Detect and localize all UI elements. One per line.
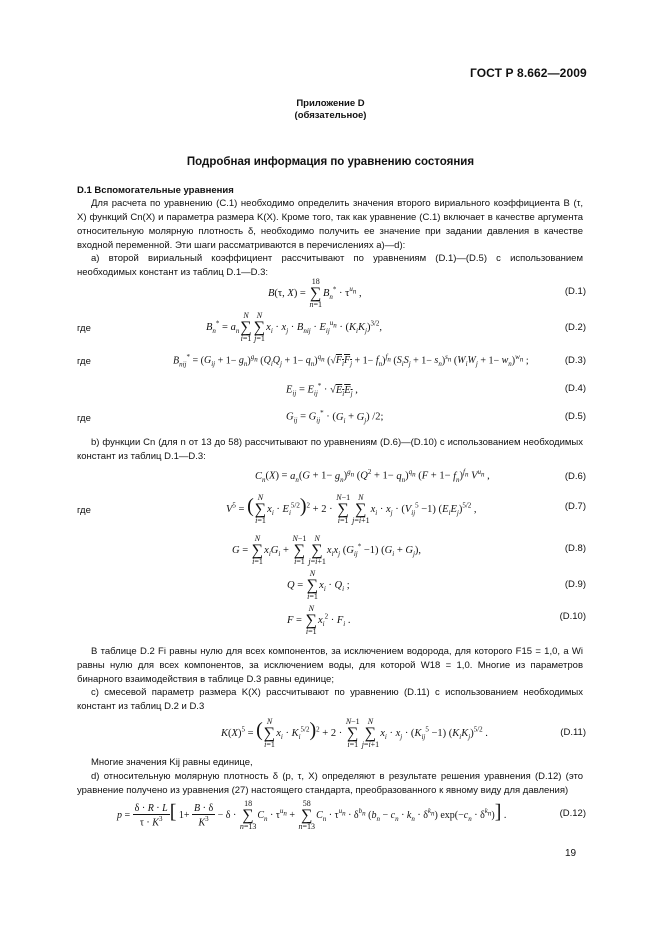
equation-d10: F = N ∑ $i=1x_i^2 \cdot F_i$ . — [287, 604, 351, 636]
equation-number: (D.7) — [564, 501, 586, 512]
equation-number: (D.5) — [564, 411, 586, 422]
item-b: b) функции Cn (для n от 13 до 58) рассчитывают по уравнениям (D.6)—(D.10) с использованием необходимых констант из таблиц D.1—D.3: — [77, 437, 583, 462]
equation-d6: $C_n(X) = a_n(G + 1- g_n)^{g_n}$ $(Q^2 + 1- q_n)^{q_n}$ $(F + 1- f_n)^{f_n}$ $V^{u_n}$ , — [255, 468, 490, 484]
appendix-title: Приложение D — [296, 98, 365, 109]
equation-d4: $E_{ij} = E_{ij}^* \cdot √E_iE_j$ , — [286, 382, 358, 398]
equation-d3: $B_{nij}^* = (G_{ij} + 1- g_n)^{g_n}$ $(Q_iQ_j + 1- q_n)^{q_n}$ $(√F_iF_j + 1- f_n)^{f_n}$ $(S_iS_j + 1- s_n)^{s_n}$ $(W_iW_j + 1- w_n)^{w_n}$ ; — [173, 353, 529, 369]
table-note: В таблице D.2 Fi равны нулю для всех компонентов, за исключением водорода, для которого F15 = 1,0, а Wi равны нулю для всех компонентов, за исключением воды, для которой W18 = 1,0. Многие из параметров бинарного взаимодействия в таблице D.3 равны единице; — [77, 646, 583, 685]
equation-d1: B(τ, X) = 18 ∑ $n=1B_n^* \cdot \tau^{u_n}$ , — [268, 277, 362, 309]
where-label: где — [77, 323, 91, 334]
document-id: ГОСТ Р 8.662—2009 — [470, 66, 587, 80]
item-d: d) относительную молярную плотность δ (р, τ, X) определяют в результате решения уравнения (D.12) (это уравнение получено из уравнения (27) настоящего стандарта, преобразованного к явному виду для давления) — [77, 771, 583, 796]
main-title: Подробная информация по уравнению состояния — [186, 156, 475, 168]
equation-number: (D.1) — [564, 286, 586, 297]
equation-d8: G = N ∑ $i=1x_iG_i + N-1$ ∑ i=1N ∑ $j=i+1x_ix_j$ $(G_{ij}^* -1) (G_i + G_j)$, — [232, 534, 422, 566]
item-a: а) второй вириальный коэффициент рассчитывают по уравнениям (D.1)—(D.5) с использованием необходимых констант из таблиц D.1—D.3: — [77, 253, 583, 278]
item-c: с) смесевой параметр размера K(X) рассчитывают по уравнению (D.11) с использованием необходимых констант из таблиц D.2 и D.3 — [77, 687, 583, 712]
kij-note: Многие значения Kij равны единице, — [91, 757, 253, 768]
intro-paragraph: Для расчета по уравнению (C.1) необходимо определить значения второго вириального коэффициента B (τ, X) функций Cn(X) и параметра размера K(X). Кроме того, так как уравнение (C.1) включает в качестве аргумента относительную молярную плотность δ, необходимо получить ее значение при задании давления в качестве входной переменной. Эти шаги рассматриваются в перечислениях а)—d): — [77, 198, 583, 251]
equation-number: (D.4) — [564, 383, 586, 394]
equation-number: (D.2) — [564, 322, 586, 333]
appendix-subtitle: (обязательное) — [294, 110, 367, 121]
section-heading: D.1 Вспомогательные уравнения — [77, 185, 234, 196]
equation-number: (D.9) — [564, 579, 586, 590]
equation-d7: $V^5$ = ( N ∑ $i=1x_i \cdot E_i^{5/2})^2 + 2 \cdot N-1$ ∑ i=1N ∑ $j=i+1x_i \cdot x_j \cdot (V_{ij}^5 -1)$ $(E_iE_j)^{5/2}$ , — [226, 493, 477, 525]
equation-d2: $B_n^* = a_nN$ ∑ i=1N ∑ $j=1x_i \cdot x_j \cdot B_{nij} \cdot E_{ij}^{u_n} \cdot (K_iK_j)^{3/2}$, — [206, 311, 383, 343]
equation-d12: p = $\frac{\delta \cdot R \cdot L}{\tau \cdot K^3}$ [ 1+ $\frac{B \cdot \delta}{K^3}$ − δ · 18 ∑ $n=13C_n \cdot \tau^{u_n} + 58$ ∑ $n=13C_n \cdot \tau^{u_n} \cdot \delta^{b_n}$ $(b_n - c_n \cdot k_n \cdot \delta^{k_n}) \exp(-c_n \cdot \delta^{k_n})$] . — [117, 799, 507, 831]
where-label: где — [77, 505, 91, 516]
where-label: где — [77, 356, 91, 367]
equation-number: (D.3) — [564, 355, 586, 366]
equation-number: (D.11) — [560, 727, 586, 738]
equation-number: (D.6) — [564, 471, 586, 482]
page-number: 19 — [565, 848, 577, 859]
equation-number: (D.10) — [559, 611, 586, 622]
equation-d9: Q = N ∑ $i=1x_i \cdot Q_i$ ; — [287, 569, 350, 601]
equation-d11: $K(X)^5$ = ( N ∑ $i=1x_i \cdot K_i^{5/2})^2 + 2 \cdot N-1$ ∑ i=1N ∑ $j=i+1x_i \cdot x_j \cdot (K_{ij}^5 -1)$ $(K_iK_j)^{5/2}$ . — [221, 717, 488, 749]
equation-number: (D.8) — [564, 543, 586, 554]
where-label: где — [77, 413, 91, 424]
equation-number: (D.12) — [559, 808, 586, 819]
equation-d5: $G_{ij} = G_{ij}^* \cdot (G_i + G_j)$ /2; — [286, 409, 384, 425]
